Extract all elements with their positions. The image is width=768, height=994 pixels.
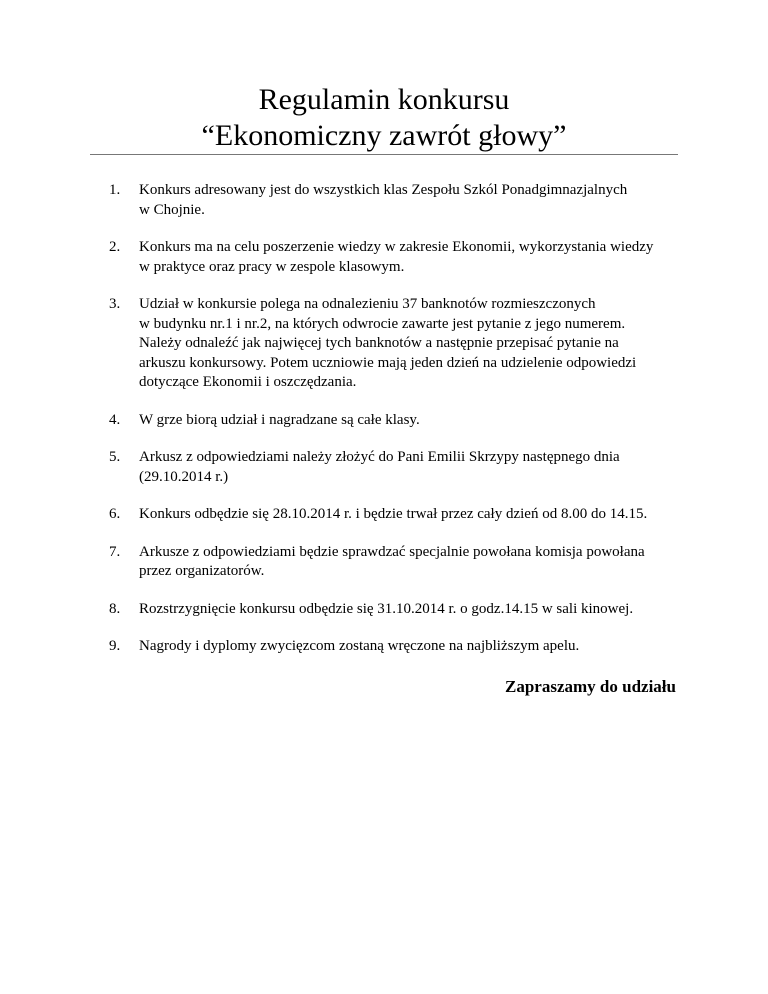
rule-item xyxy=(109,505,679,525)
rule-text-line: Konkurs ma na celu poszerzenie wiedzy w zakresie Ekonomii, wykorzystania wiedzy xyxy=(139,239,654,255)
rule-item xyxy=(109,448,679,487)
rule-text-line: w praktyce oraz pracy w zespole klasowym. xyxy=(139,258,405,275)
rules-list xyxy=(109,181,679,675)
rule-item xyxy=(109,295,679,393)
rule-item xyxy=(109,637,679,657)
rule-text-line: Arkusze z odpowiedziami będzie sprawdzać specjalnie powołana komisja powołana xyxy=(139,543,645,560)
rule-item xyxy=(109,411,679,431)
rule-item xyxy=(109,543,679,582)
rule-number: 2. xyxy=(109,239,121,255)
rule-text-line: Konkurs adresowany jest do wszystkich klas Zespołu Szkól Ponadgimnazjalnych xyxy=(139,182,628,198)
document-title xyxy=(90,82,678,154)
rule-number: 3. xyxy=(109,296,121,312)
rule-text-line: Należy odnaleźć jak najwięcej tych banknotów a następnie przepisać pytanie na xyxy=(139,335,619,351)
rule-number: 6. xyxy=(109,506,121,522)
rule-text-line: dotyczące Ekonomii i oszczędzania. xyxy=(139,374,357,390)
title-divider xyxy=(90,154,678,155)
rule-text-line: przez organizatorów. xyxy=(139,563,265,579)
rule-number: 4. xyxy=(109,411,121,428)
rule-text-line: w Chojnie. xyxy=(139,201,205,218)
rule-number: 9. xyxy=(109,638,121,654)
title-line-2: “Ekonomiczny zawrót głowy” xyxy=(201,119,567,152)
rule-number: 5. xyxy=(109,449,121,465)
rule-text-line: Rozstrzygnięcie konkursu odbędzie się 31.10.2014 r. o godz.14.15 w sali kinowej. xyxy=(139,600,634,617)
rule-number: 8. xyxy=(109,600,121,617)
rule-text-line: Nagrody i dyplomy zwycięzcom zostaną wręczone na najbliższym apelu. xyxy=(139,638,580,654)
rule-item xyxy=(109,238,679,277)
rule-item xyxy=(109,600,679,620)
title-line-1: Regulamin konkursu xyxy=(258,83,510,116)
rule-item xyxy=(109,181,679,220)
rule-number: 7. xyxy=(109,543,121,560)
rule-text-line: arkuszu konkursowy. Potem uczniowie mają jeden dzień na udzielenie odpowiedzi xyxy=(139,354,637,371)
rule-text-line: w budynku nr.1 i nr.2, na których odwrocie zawarte jest pytanie z jego numerem. xyxy=(139,315,626,332)
rule-text-line: W grze biorą udział i nagradzane są całe klasy. xyxy=(139,411,420,428)
closing-invitation: Zapraszamy do udziału xyxy=(505,677,676,696)
rule-text-line: Arkusz z odpowiedziami należy złożyć do Pani Emilii Skrzypy następnego dnia xyxy=(139,449,620,465)
rule-text-line: Udział w konkursie polega na odnalezieniu 37 banknotów rozmieszczonych xyxy=(139,296,596,312)
rule-text-line: Konkurs odbędzie się 28.10.2014 r. i będzie trwał przez cały dzień od 8.00 do 14.15. xyxy=(139,506,648,522)
rule-number: 1. xyxy=(109,182,121,198)
rule-text-line: (29.10.2014 r.) xyxy=(139,468,229,485)
